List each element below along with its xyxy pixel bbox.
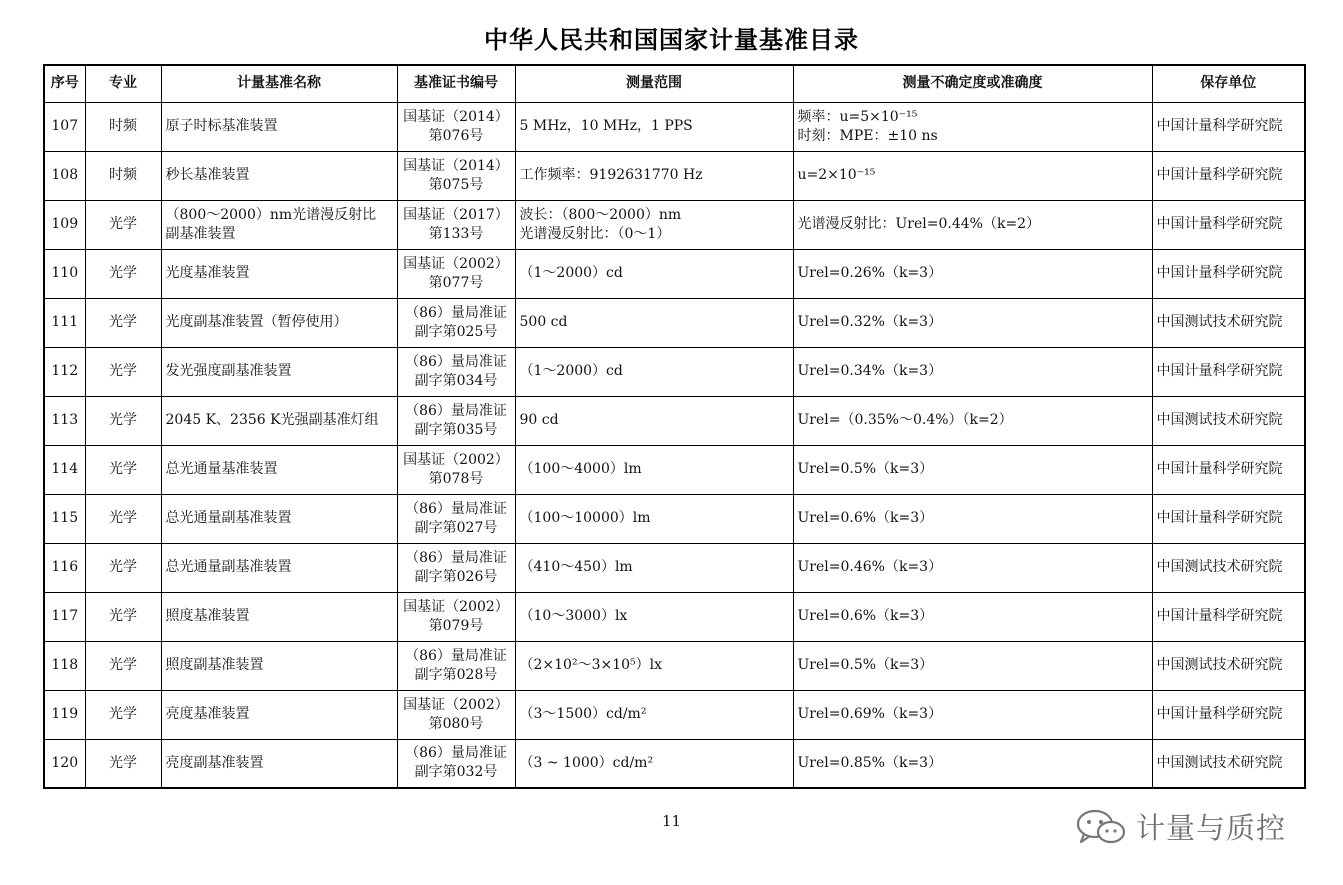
table-row [44, 445, 1305, 494]
cell-specialty: 光学 [85, 249, 161, 298]
cell-line: 副字第028号 [414, 666, 498, 683]
watermark-text: 计量与质控 [1136, 811, 1287, 845]
cell-uncertainty [793, 739, 1152, 788]
cell-standard-name [161, 592, 397, 641]
header-seq: 序号 [44, 65, 85, 102]
cell-line: 副字第035号 [414, 421, 498, 438]
cell-uncertainty [793, 641, 1152, 690]
cell-line: Urel=0.85%（k=3） [797, 754, 943, 771]
cell-line: 总光通量副基准装置 [165, 559, 292, 575]
cell-certificate-no [397, 249, 515, 298]
header-specialty: 专业 [85, 65, 161, 102]
cell-line: （2×10²～3×10⁵）lx [519, 657, 663, 673]
cell-line: （3～1500）cd/m² [519, 706, 647, 722]
cell-standard-name [161, 641, 397, 690]
cell-line: 5 MHz，10 MHz，1 PPS [519, 118, 693, 134]
cell-line: 时刻：MPE：±10 ns [797, 127, 938, 144]
cell-custodian: 中国计量科学研究院 [1152, 347, 1305, 396]
cell-line: （86）量局准证 [405, 500, 507, 517]
cell-line: 亮度基准装置 [165, 706, 250, 722]
cell-line: Urel=0.26%（k=3） [797, 265, 943, 281]
cell-line: 亮度副基准装置 [165, 754, 264, 771]
cell-measurement-range [515, 445, 793, 494]
cell-uncertainty [793, 445, 1152, 494]
cell-standard-name [161, 690, 397, 739]
cell-certificate-no [397, 396, 515, 445]
cell-custodian: 中国计量科学研究院 [1152, 249, 1305, 298]
cell-line: 第076号 [428, 127, 484, 144]
cell-line: 副字第025号 [414, 323, 498, 340]
cell-line: 第078号 [428, 470, 484, 487]
cell-line: （86）量局准证 [405, 304, 507, 321]
cell-line: 国基证（2014） [403, 108, 509, 125]
cell-line: 总光通量副基准装置 [165, 510, 292, 526]
cell-measurement-range [515, 592, 793, 641]
cell-seq: 109 [44, 200, 85, 249]
cell-line: 副基准装置 [165, 225, 236, 242]
cell-line: （3 ~ 1000）cd/m² [519, 754, 654, 771]
cell-line: （10～3000）lx [519, 608, 628, 624]
cell-line: （86）量局准证 [405, 549, 507, 566]
cell-seq: 117 [44, 592, 85, 641]
cell-custodian: 中国计量科学研究院 [1152, 690, 1305, 739]
cell-certificate-no [397, 445, 515, 494]
cell-line: 频率：u=5×10⁻¹⁵ [797, 108, 918, 125]
cell-seq: 112 [44, 347, 85, 396]
cell-certificate-no [397, 298, 515, 347]
cell-certificate-no [397, 739, 515, 788]
cell-standard-name [161, 543, 397, 592]
cell-certificate-no [397, 102, 515, 151]
cell-line: 国基证（2002） [403, 598, 509, 615]
cell-standard-name [161, 151, 397, 200]
cell-uncertainty [793, 347, 1152, 396]
cell-line: 副字第027号 [414, 519, 498, 536]
cell-certificate-no [397, 641, 515, 690]
cell-line: 90 cd [519, 412, 559, 428]
cell-seq: 119 [44, 690, 85, 739]
table-row [44, 690, 1305, 739]
cell-specialty: 时频 [85, 102, 161, 151]
cell-seq: 111 [44, 298, 85, 347]
cell-line: 波长：（800～2000）nm [519, 206, 682, 223]
cell-standard-name [161, 249, 397, 298]
cell-uncertainty [793, 200, 1152, 249]
table-row [44, 347, 1305, 396]
cell-specialty: 光学 [85, 641, 161, 690]
cell-custodian: 中国测试技术研究院 [1152, 298, 1305, 347]
cell-custodian: 中国测试技术研究院 [1152, 396, 1305, 445]
cell-line: 国基证（2002） [403, 696, 509, 713]
cell-line: 秒长基准装置 [165, 167, 250, 183]
cell-line: （1～2000）cd [519, 265, 623, 281]
cell-custodian: 中国计量科学研究院 [1152, 494, 1305, 543]
cell-measurement-range [515, 298, 793, 347]
cell-seq: 107 [44, 102, 85, 151]
standards-table [43, 64, 1306, 789]
table-body [44, 102, 1305, 788]
cell-specialty: 光学 [85, 690, 161, 739]
cell-custodian: 中国计量科学研究院 [1152, 102, 1305, 151]
header-custodian: 保存单位 [1152, 65, 1305, 102]
cell-line: 国基证（2014） [403, 157, 509, 174]
cell-line: 副字第034号 [414, 372, 498, 389]
cell-specialty: 光学 [85, 543, 161, 592]
cell-line: Urel=（0.35%～0.4%）（k=2） [797, 412, 1013, 428]
cell-certificate-no [397, 151, 515, 200]
cell-certificate-no [397, 690, 515, 739]
cell-measurement-range [515, 739, 793, 788]
cell-uncertainty [793, 249, 1152, 298]
cell-line: 总光通量基准装置 [165, 461, 278, 477]
cell-line: 光度基准装置 [165, 265, 250, 281]
cell-line: 国基证（2017） [403, 206, 509, 223]
watermark [1074, 806, 1286, 847]
cell-line: 原子时标基准装置 [165, 118, 278, 134]
cell-uncertainty [793, 494, 1152, 543]
cell-specialty: 光学 [85, 347, 161, 396]
cell-standard-name [161, 396, 397, 445]
cell-line: 2045 K、2356 K光强副基准灯组 [165, 412, 379, 428]
cell-certificate-no [397, 347, 515, 396]
cell-uncertainty [793, 690, 1152, 739]
table-row [44, 298, 1305, 347]
cell-line: （800～2000）nm光谱漫反射比 [165, 206, 377, 223]
cell-measurement-range [515, 641, 793, 690]
cell-measurement-range [515, 543, 793, 592]
cell-seq: 115 [44, 494, 85, 543]
cell-measurement-range [515, 494, 793, 543]
cell-specialty: 光学 [85, 396, 161, 445]
cell-line: 第075号 [428, 176, 484, 193]
cell-certificate-no [397, 200, 515, 249]
cell-specialty: 光学 [85, 298, 161, 347]
cell-line: （86）量局准证 [405, 647, 507, 664]
cell-line: Urel=0.5%（k=3） [797, 461, 934, 477]
cell-certificate-no [397, 494, 515, 543]
cell-seq: 114 [44, 445, 85, 494]
cell-custodian: 中国计量科学研究院 [1152, 592, 1305, 641]
cell-line: （1～2000）cd [519, 363, 623, 379]
cell-line: （410～450）lm [519, 559, 633, 575]
cell-measurement-range [515, 690, 793, 739]
cell-custodian: 中国测试技术研究院 [1152, 543, 1305, 592]
cell-certificate-no [397, 543, 515, 592]
table-row [44, 249, 1305, 298]
cell-line: 副字第032号 [414, 764, 498, 781]
cell-line: 照度基准装置 [165, 608, 250, 624]
cell-line: 光谱漫反射比：Urel=0.44%（k=2） [797, 216, 1041, 232]
header-measurement-range: 测量范围 [515, 65, 793, 102]
cell-line: Urel=0.32%（k=3） [797, 314, 943, 330]
cell-uncertainty [793, 151, 1152, 200]
table-row [44, 200, 1305, 249]
cell-measurement-range [515, 249, 793, 298]
cell-uncertainty [793, 396, 1152, 445]
table-row [44, 739, 1305, 788]
header-standard-name: 计量基准名称 [161, 65, 397, 102]
cell-measurement-range [515, 347, 793, 396]
cell-line: 国基证（2002） [403, 451, 509, 468]
cell-specialty: 光学 [85, 445, 161, 494]
cell-line: Urel=0.69%（k=3） [797, 706, 943, 722]
table-row [44, 396, 1305, 445]
table-row [44, 102, 1305, 151]
cell-uncertainty [793, 543, 1152, 592]
cell-standard-name [161, 739, 397, 788]
table-header-row [44, 65, 1305, 102]
cell-specialty: 光学 [85, 494, 161, 543]
cell-line: Urel=0.5%（k=3） [797, 657, 934, 673]
table-row [44, 543, 1305, 592]
cell-line: （100～10000）lm [519, 510, 651, 526]
table-row [44, 592, 1305, 641]
cell-measurement-range [515, 396, 793, 445]
cell-seq: 113 [44, 396, 85, 445]
cell-line: （100～4000）lm [519, 461, 642, 477]
cell-seq: 116 [44, 543, 85, 592]
cell-seq: 108 [44, 151, 85, 200]
cell-standard-name [161, 200, 397, 249]
cell-standard-name [161, 347, 397, 396]
cell-line: 光度副基准装置（暂停使用） [165, 314, 348, 330]
cell-line: （86）量局准证 [405, 353, 507, 370]
cell-seq: 110 [44, 249, 85, 298]
cell-line: 国基证（2002） [403, 255, 509, 272]
header-uncertainty: 测量不确定度或准确度 [793, 65, 1152, 102]
cell-custodian: 中国计量科学研究院 [1152, 200, 1305, 249]
table-row [44, 151, 1305, 200]
wechat-icon [1074, 807, 1128, 847]
cell-line: u=2×10⁻¹⁵ [797, 167, 876, 183]
cell-certificate-no [397, 592, 515, 641]
cell-specialty: 光学 [85, 592, 161, 641]
cell-standard-name [161, 445, 397, 494]
cell-line: 第080号 [428, 715, 484, 732]
cell-line: 工作频率：9192631770 Hz [519, 167, 703, 183]
cell-seq: 120 [44, 739, 85, 788]
cell-uncertainty [793, 592, 1152, 641]
page-title: 中华人民共和国国家计量基准目录 [484, 26, 859, 54]
cell-specialty: 光学 [85, 200, 161, 249]
cell-line: （86）量局准证 [405, 402, 507, 419]
page-number: 11 [661, 812, 682, 830]
cell-line: 发光强度副基准装置 [165, 363, 292, 379]
cell-line: 照度副基准装置 [165, 657, 264, 673]
cell-standard-name [161, 494, 397, 543]
cell-line: 第133号 [428, 225, 484, 242]
cell-line: （86）量局准证 [405, 745, 507, 762]
cell-custodian: 中国测试技术研究院 [1152, 739, 1305, 788]
cell-line: 副字第026号 [414, 568, 498, 585]
cell-specialty: 光学 [85, 739, 161, 788]
cell-custodian: 中国计量科学研究院 [1152, 445, 1305, 494]
cell-specialty: 时频 [85, 151, 161, 200]
header-certificate-no: 基准证书编号 [397, 65, 515, 102]
cell-seq: 118 [44, 641, 85, 690]
cell-line: 第079号 [428, 617, 484, 634]
cell-custodian: 中国计量科学研究院 [1152, 151, 1305, 200]
cell-line: 500 cd [519, 314, 568, 330]
cell-standard-name [161, 298, 397, 347]
cell-measurement-range [515, 200, 793, 249]
table-row [44, 641, 1305, 690]
cell-line: 第077号 [428, 274, 484, 291]
cell-line: Urel=0.34%（k=3） [797, 363, 943, 379]
cell-measurement-range [515, 102, 793, 151]
cell-standard-name [161, 102, 397, 151]
cell-uncertainty [793, 298, 1152, 347]
cell-measurement-range [515, 151, 793, 200]
table-row [44, 494, 1305, 543]
cell-line: Urel=0.6%（k=3） [797, 510, 934, 526]
cell-uncertainty [793, 102, 1152, 151]
cell-line: 光谱漫反射比：（0～1） [519, 225, 671, 242]
cell-custodian: 中国测试技术研究院 [1152, 641, 1305, 690]
cell-line: Urel=0.6%（k=3） [797, 608, 934, 624]
cell-line: Urel=0.46%（k=3） [797, 559, 943, 575]
